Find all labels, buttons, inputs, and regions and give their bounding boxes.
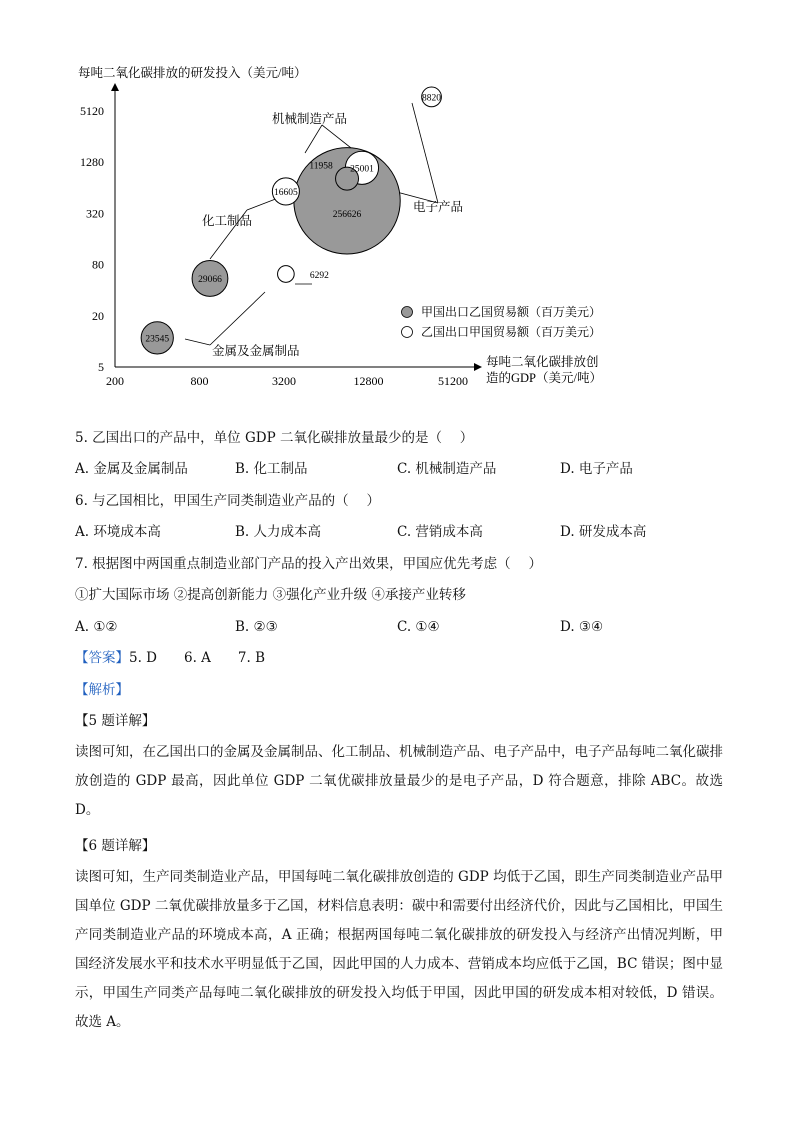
- x-tick-label: 12800: [353, 374, 384, 388]
- d5-text: 读图可知，在乙国出口的金属及金属制品、化工制品、机械制造产品、电子产品中，电子产品每吨二氧化碳排放创造的 GDP 最高，因此单位 GDP 二氧优碳排放量最少的是电子产品，D 符合题意，排除 ABC。故选 D。: [75, 744, 723, 818]
- answer-tag: 【答案】: [75, 650, 129, 666]
- q7-option-a: A. ①②: [75, 619, 118, 635]
- x-tick-labels: [106, 374, 468, 388]
- q5-option-a: A. 金属及金属制品: [75, 461, 188, 477]
- bubble-point: [278, 266, 295, 283]
- legend: [402, 304, 602, 339]
- bubbles: [141, 87, 441, 354]
- q6-option-c: C. 营销成本高: [397, 524, 483, 540]
- answer-line: [75, 648, 265, 668]
- legend-label-jia: 甲国出口乙国贸易额（百万美元）: [421, 305, 602, 319]
- q6-option-b: B. 人力成本高: [235, 524, 322, 540]
- x-tick-label: 3200: [272, 374, 296, 388]
- bubble-value-label: 6292: [309, 271, 329, 282]
- bubble-value-label: 256626: [332, 209, 362, 220]
- q7-stem: 7. 根据图中两国重点制造业部门产品的投入产出效果，甲国应优先考虑（ ）: [75, 556, 542, 572]
- y-tick-labels: [80, 104, 104, 374]
- analysis-tag: 【解析】: [75, 682, 129, 698]
- q6-stem: 6. 与乙国相比，甲国生产同类制造业产品的（ ）: [75, 493, 380, 509]
- bubble-value-label: 8820: [422, 93, 442, 104]
- x-tick-label: 200: [106, 374, 124, 388]
- bubble-value-label: 29066: [198, 274, 222, 285]
- bubble-value-label: 25001: [350, 164, 374, 175]
- bubble-value-label: 16605: [274, 187, 298, 198]
- y-tick-label: 5120: [80, 104, 104, 118]
- d6-text: 读图可知，生产同类制造业产品，甲国每吨二氧化碳排放创造的 GDP 均低于乙国，即生产同类制造业产品甲国单位 GDP 二氧优碳排放量多于乙国，材料信息表明：碳中和需要付出经济代价，因此与乙国相比，甲国生产同类制造业产品的环境成本高，A 正确；根据两国每吨二氧化碳排放的研发投入与经济产出情况判断，甲国经济发展水平和技术水平明显低于乙国，因此甲国的人力成本、营销成本均应低于乙国，BC 错误；图中显示，甲国生产同类产品每吨二氧化碳排放的研发投入均低于甲国，因此甲国的研发成本相对较低，D 错误。故选 A。: [75, 869, 723, 1030]
- y-tick-label: 1280: [80, 155, 104, 170]
- x-axis-title-line2: 造的GDP（美元/吨）: [486, 371, 602, 385]
- q7-option-c: C. ①④: [397, 619, 440, 635]
- answer-text: 5. D 6. A 7. B: [129, 650, 266, 666]
- y-tick-label: 80: [92, 257, 104, 272]
- q7-option-d: D. ③④: [560, 619, 604, 635]
- q5-option-d: D. 电子产品: [560, 461, 633, 477]
- d5-title: 【5 题详解】: [75, 713, 156, 729]
- label-chemicals: 化工制品: [202, 214, 253, 228]
- y-tick-label: 20: [92, 308, 104, 323]
- y-tick-label: 320: [86, 206, 104, 221]
- q5-option-c: C. 机械制造产品: [397, 461, 497, 477]
- label-electronics: 电子产品: [413, 200, 464, 214]
- legend-label-yi: 乙国出口甲国贸易额（百万美元）: [421, 325, 602, 339]
- q7-items: ①扩大国际市场 ②提高创新能力 ③强化产业升级 ④承接产业转移: [75, 587, 466, 603]
- d6-title: 【6 题详解】: [75, 838, 156, 854]
- y-axis-title: 每吨二氧化碳排放的研发投入（美元/吨）: [78, 66, 307, 80]
- q6-option-d: D. 研发成本高: [560, 524, 647, 540]
- legend-swatch-jia: [402, 307, 413, 318]
- label-machinery: 机械制造产品: [272, 112, 348, 126]
- bubble-value-label: 11958: [309, 161, 333, 172]
- q5-option-b: B. 化工制品: [235, 461, 308, 477]
- x-tick-label: 51200: [438, 374, 468, 388]
- q6-option-a: A. 环境成本高: [75, 524, 161, 540]
- q5-stem: 5. 乙国出口的产品中，单位 GDP 二氧化碳排放量最少的是（ ）: [75, 430, 474, 446]
- x-tick-label: 800: [190, 374, 209, 388]
- q7-option-b: B. ②③: [235, 619, 278, 635]
- label-metals: 金属及金属制品: [212, 344, 300, 358]
- y-tick-label: 5: [98, 360, 104, 374]
- bubble-value-label: 23545: [145, 334, 170, 345]
- x-axis-title-line1: 每吨二氧化碳排放创: [486, 355, 599, 369]
- bubble-chart: [60, 55, 660, 395]
- legend-swatch-yi: [402, 327, 413, 338]
